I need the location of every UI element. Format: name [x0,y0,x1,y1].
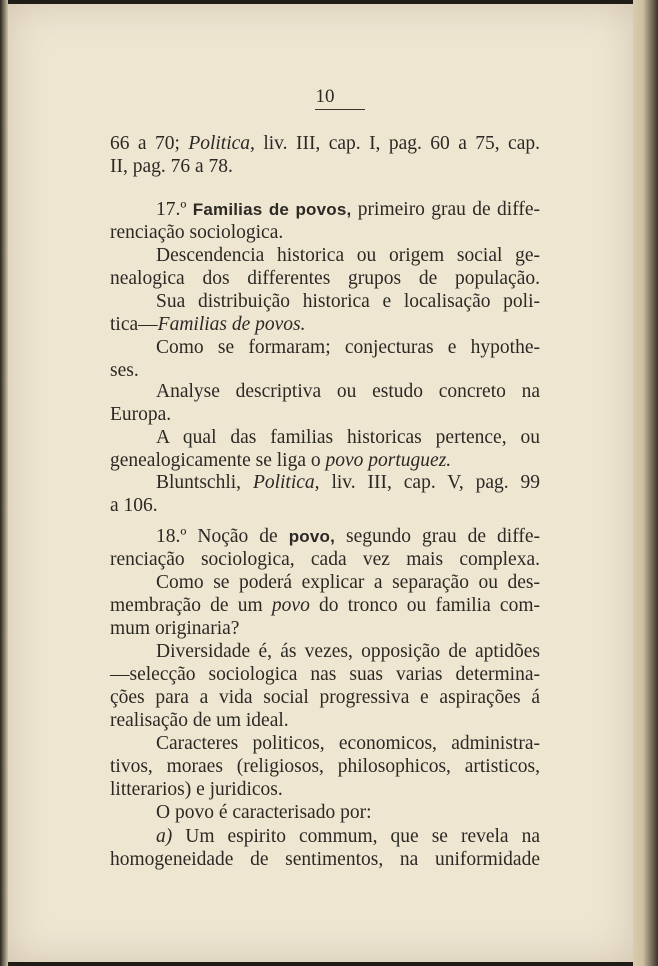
text-run: membração de um [110,595,272,616]
text-run: homogeneidade de sentimentos, na uniformidade [110,849,540,870]
page-number: 10 [315,86,335,107]
text-run: genealogicamente se liga o [110,450,326,471]
text-line [110,222,540,244]
page-right-edge [633,0,658,966]
text-run: nealogica dos differentes grupos de população. [110,268,540,289]
text-run: renciação sociologica, cada vez mais complexa. [110,549,540,570]
italic-text: Politica, [252,472,320,493]
text-line [110,710,540,732]
text-line [110,779,540,801]
text-run: Como se formaram; conjecturas e hypothe- [156,337,540,358]
text-run: mum originaria? [110,618,240,639]
page-left-edge [0,0,8,966]
text-run: renciação sociologica. [110,222,284,243]
text-line [110,549,540,571]
text-line [110,802,540,824]
text-line [110,156,540,178]
text-run: —selecção sociologica nas suas varias determina- [110,664,540,685]
bold-heading: Familias de povos, [192,200,352,219]
text-run: Diversidade é, ás vezes, opposição de aptidões [156,641,540,662]
italic-text: Familias de povos. [157,314,306,335]
text-run: Descendencia historica ou origem social ge- [156,245,540,266]
text-line [110,268,540,290]
text-run: liv. III, cap. V, pag. 99 [319,472,540,493]
text-line [110,199,540,221]
text-line [110,404,540,426]
text-line [110,133,540,155]
text-run: a 106. [110,495,158,516]
italic-text: a) [156,826,173,847]
text-run: primeiro grau de diffe- [351,199,540,220]
text-run: ções para a vida social progressiva e aspirações á [110,687,540,708]
text-line [110,495,540,517]
italic-text: povo portuguez. [325,450,452,471]
text-run: liv. III, cap. I, pag. 60 a 75, cap. [254,133,540,154]
text-run: 18.º Noção de [156,526,289,547]
text-line [110,687,540,709]
text-line [110,381,540,403]
text-run: Analyse descriptiva ou estudo concreto na [156,381,540,402]
text-run: segundo grau de diffe- [335,526,541,547]
text-line [110,664,540,686]
text-line [110,314,540,336]
text-line [110,427,540,449]
text-run: Bluntschli, [156,472,253,493]
text-line [110,337,540,359]
text-line [110,472,540,494]
text-run: do tronco ou familia com- [309,595,540,616]
text-line [110,291,540,313]
text-line [110,360,540,382]
text-line [110,618,540,640]
text-line [110,526,540,548]
text-run: ses. [110,360,139,381]
text-run: Europa. [110,404,172,425]
italic-text: povo [271,595,310,616]
text-run: Um espirito commum, que se revela na [172,826,540,847]
text-line [110,450,540,472]
text-run: litterarios) e juridicos. [110,779,283,800]
text-run: Como se poderá explicar a separação ou des- [156,572,540,593]
text-line [110,641,540,663]
header-rule [315,109,365,110]
text-run: tivos, moraes (religiosos, philosophicos, artisticos, [110,756,540,777]
text-line [110,595,540,617]
text-run: O povo é caracterisado por: [156,802,372,823]
text-run: Caracteres politicos, economicos, administra- [156,733,540,754]
text-run: 17.º [156,199,193,220]
text-line [110,572,540,594]
italic-text: Politica, [188,133,255,154]
text-run: II, pag. 76 a 78. [110,156,233,177]
text-run: Sua distribuição historica e localisação poli- [156,291,540,312]
text-line [110,733,540,755]
text-line [110,756,540,778]
bold-heading: povo, [288,527,336,546]
text-line [110,849,540,871]
text-run: 66 a 70; [110,133,189,154]
text-run: realisação de um ideal. [110,710,289,731]
text-run: A qual das familias historicas pertence, ou [156,427,540,448]
text-run: tica— [110,314,158,335]
text-line [110,826,540,848]
text-line [110,245,540,267]
